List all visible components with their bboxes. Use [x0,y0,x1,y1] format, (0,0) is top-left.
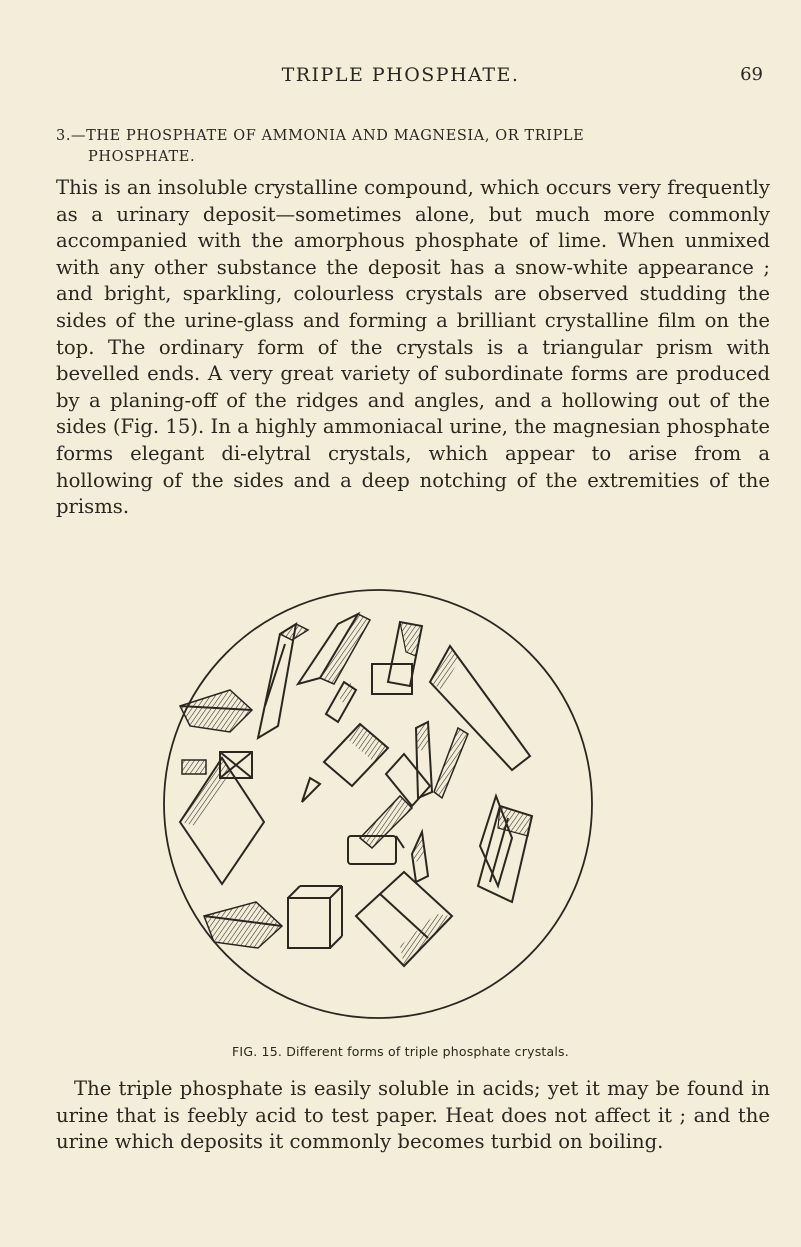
crystal-top-prism [388,622,422,686]
crystal-small-tablet [182,760,206,774]
crystal-tiny-triangle [302,778,320,802]
page-number: 69 [740,64,763,85]
crystal-feathered-left [180,690,252,732]
crystal-central-diamond [324,724,388,786]
crystal-coffin [298,614,370,684]
running-head [0,62,801,92]
crystal-illustration-icon [160,586,600,1026]
section-heading [56,126,766,168]
paragraph-2: The triple phosphate is easily soluble in acids; yet it may be found in urine that is feebly acid to test paper. Heat does not affect it ; and the urine which deposits it commonly becomes turbid on boiling. [56,1077,770,1154]
running-title: TRIPLE PHOSPHATE. [281,64,520,86]
crystal-small-rhomb [326,682,356,722]
figure-caption: FIG. 15. Different forms of triple phosphate crystals. [232,1044,569,1059]
crystal-right-long [430,646,530,770]
crystal-needle [434,728,468,798]
section-heading-line2: PHOSPHATE. [88,149,196,165]
crystal-box [288,886,342,948]
crystal-rhomb-bottom [356,872,452,966]
microscope-field-circle [164,590,592,1018]
crystal-figure [160,586,600,1026]
paragraph-1: This is an insoluble crystalline compound, which occurs very frequently as a urinary deposit—sometimes alone, but much more commonly accompanied with the amorphous phosphate of lime. When unmixed with any other substance the deposit has a snow-white appearance ; and bright, sparkling, colourless crystals are observed studding the sides of the urine-glass and forming a brilliant crystalline film on the top. The ordinary form of the crystals is a triangular prism with bevelled ends. A very great variety of subordinate forms are produced by a planing-off of the ridges and angles, and a hollowing out of the sides (Fig. 15). In a highly ammoniacal urine, the magnesian phosphate forms elegant di-elytral crystals, which appear to arise from a hollowing of the sides and a deep notching of the extremities of the prisms. [56,176,770,519]
section-heading-line1: 3.—THE PHOSPHATE OF AMMONIA AND MAGNESIA, OR TRIPLE [56,128,585,144]
crystal-central-star [360,754,430,848]
crystal-feathered-bottom [204,902,282,948]
crystal-square [372,664,412,694]
crystal-bevel-small [412,832,428,882]
